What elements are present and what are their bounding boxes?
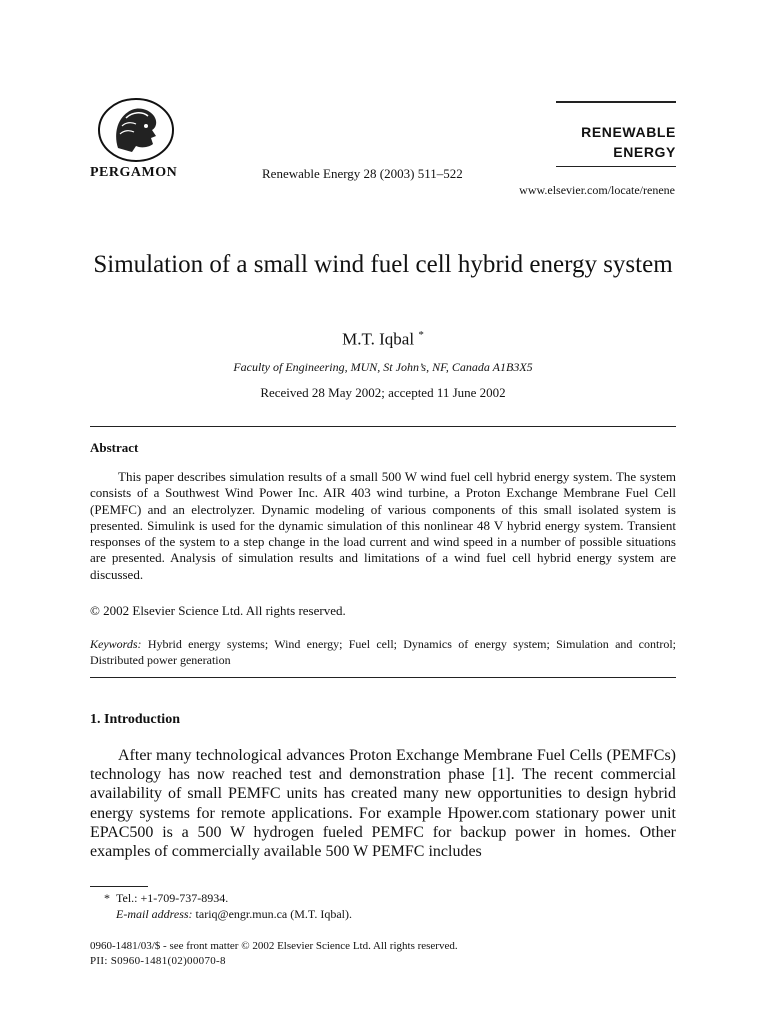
header-rule-middle	[556, 166, 676, 167]
footnote-tel-text: Tel.: +1-709-737-8934.	[116, 891, 229, 905]
author-affiliation: Faculty of Engineering, MUN, St John’s, NF, Canada A1B3X5	[233, 360, 533, 374]
author-footnote-mark[interactable]: *	[418, 329, 424, 341]
publisher-name: PERGAMON	[90, 165, 178, 180]
keywords	[90, 637, 676, 668]
keywords-label: Keywords:	[90, 637, 142, 651]
abstract-heading: Abstract	[90, 440, 139, 455]
keywords-text: Hybrid energy systems; Wind energy; Fuel cell; Dynamics of energy system; Simulation and control; Distributed power generation	[90, 637, 676, 667]
article-title: Simulation of a small wind fuel cell hybrid energy system	[93, 251, 673, 278]
introduction-text: After many technological advances Proton Exchange Membrane Fuel Cells (PEMFCs) technology has now reached test and demonstration phase [1]. The recent commercial availability of small PEMFC units has created many new opportunities to design hybrid energy systems for remote applications. For example Hpower.com stationary power unit EPAC500 is a 500 W hydrogen fueled PEMFC for backup power in homes. Other examples of commercially available 500 W PEMFC includes	[90, 747, 676, 861]
author-name: M.T. Iqbal	[342, 329, 415, 349]
abstract-copyright: © 2002 Elsevier Science Ltd. All rights reserved.	[90, 603, 346, 618]
abstract-text: This paper describes simulation results of a small 500 W wind fuel cell hybrid energy system. The system consists of a Southwest Wind Power Inc. AIR 403 wind turbine, a Proton Exchange Membrane Fuel Cell (PEMFC) and an electrolyzer. Dynamic modeling of various components of this small isolated system is presented. Simulink is used for the dynamic simulation of this nonlinear 48 V hybrid energy system. Transient responses of the system to a step change in the load current and wind speed in a number of possible situations are presented. Analysis of simulation results and limitations of a wind fuel cell hybrid energy system are discussed.	[90, 469, 676, 582]
header-rule-top	[556, 101, 676, 103]
section-heading-introduction: 1. Introduction	[90, 712, 180, 727]
journal-brand-line1: RENEWABLE	[581, 124, 676, 140]
footnote-mark: *	[104, 891, 110, 905]
journal-brand-line2: ENERGY	[613, 144, 676, 160]
abstract-body	[90, 469, 676, 583]
author-line	[90, 329, 676, 350]
footnote-email-link[interactable]: tariq@engr.mun.ca (M.T. Iqbal).	[195, 907, 352, 921]
footnote-tel	[104, 891, 228, 906]
article-dates: Received 28 May 2002; accepted 11 June 2002	[260, 385, 506, 400]
footnote-email	[116, 907, 352, 922]
abstract-rule-bottom	[90, 677, 676, 678]
journal-url-link[interactable]: www.elsevier.com/locate/renene	[519, 183, 675, 197]
front-matter-notice: 0960-1481/03/$ - see front matter © 2002 Elsevier Science Ltd. All rights reserved.	[90, 940, 458, 952]
footnote-rule	[90, 886, 148, 887]
journal-brand	[556, 122, 676, 162]
introduction-body	[90, 746, 676, 861]
pergamon-logo-icon	[96, 96, 176, 164]
abstract-rule-top	[90, 426, 676, 427]
pii-identifier: PII: S0960-1481(02)00070-8	[90, 955, 226, 967]
journal-reference: Renewable Energy 28 (2003) 511–522	[262, 166, 463, 181]
footnote-email-label: E-mail address:	[116, 907, 193, 921]
